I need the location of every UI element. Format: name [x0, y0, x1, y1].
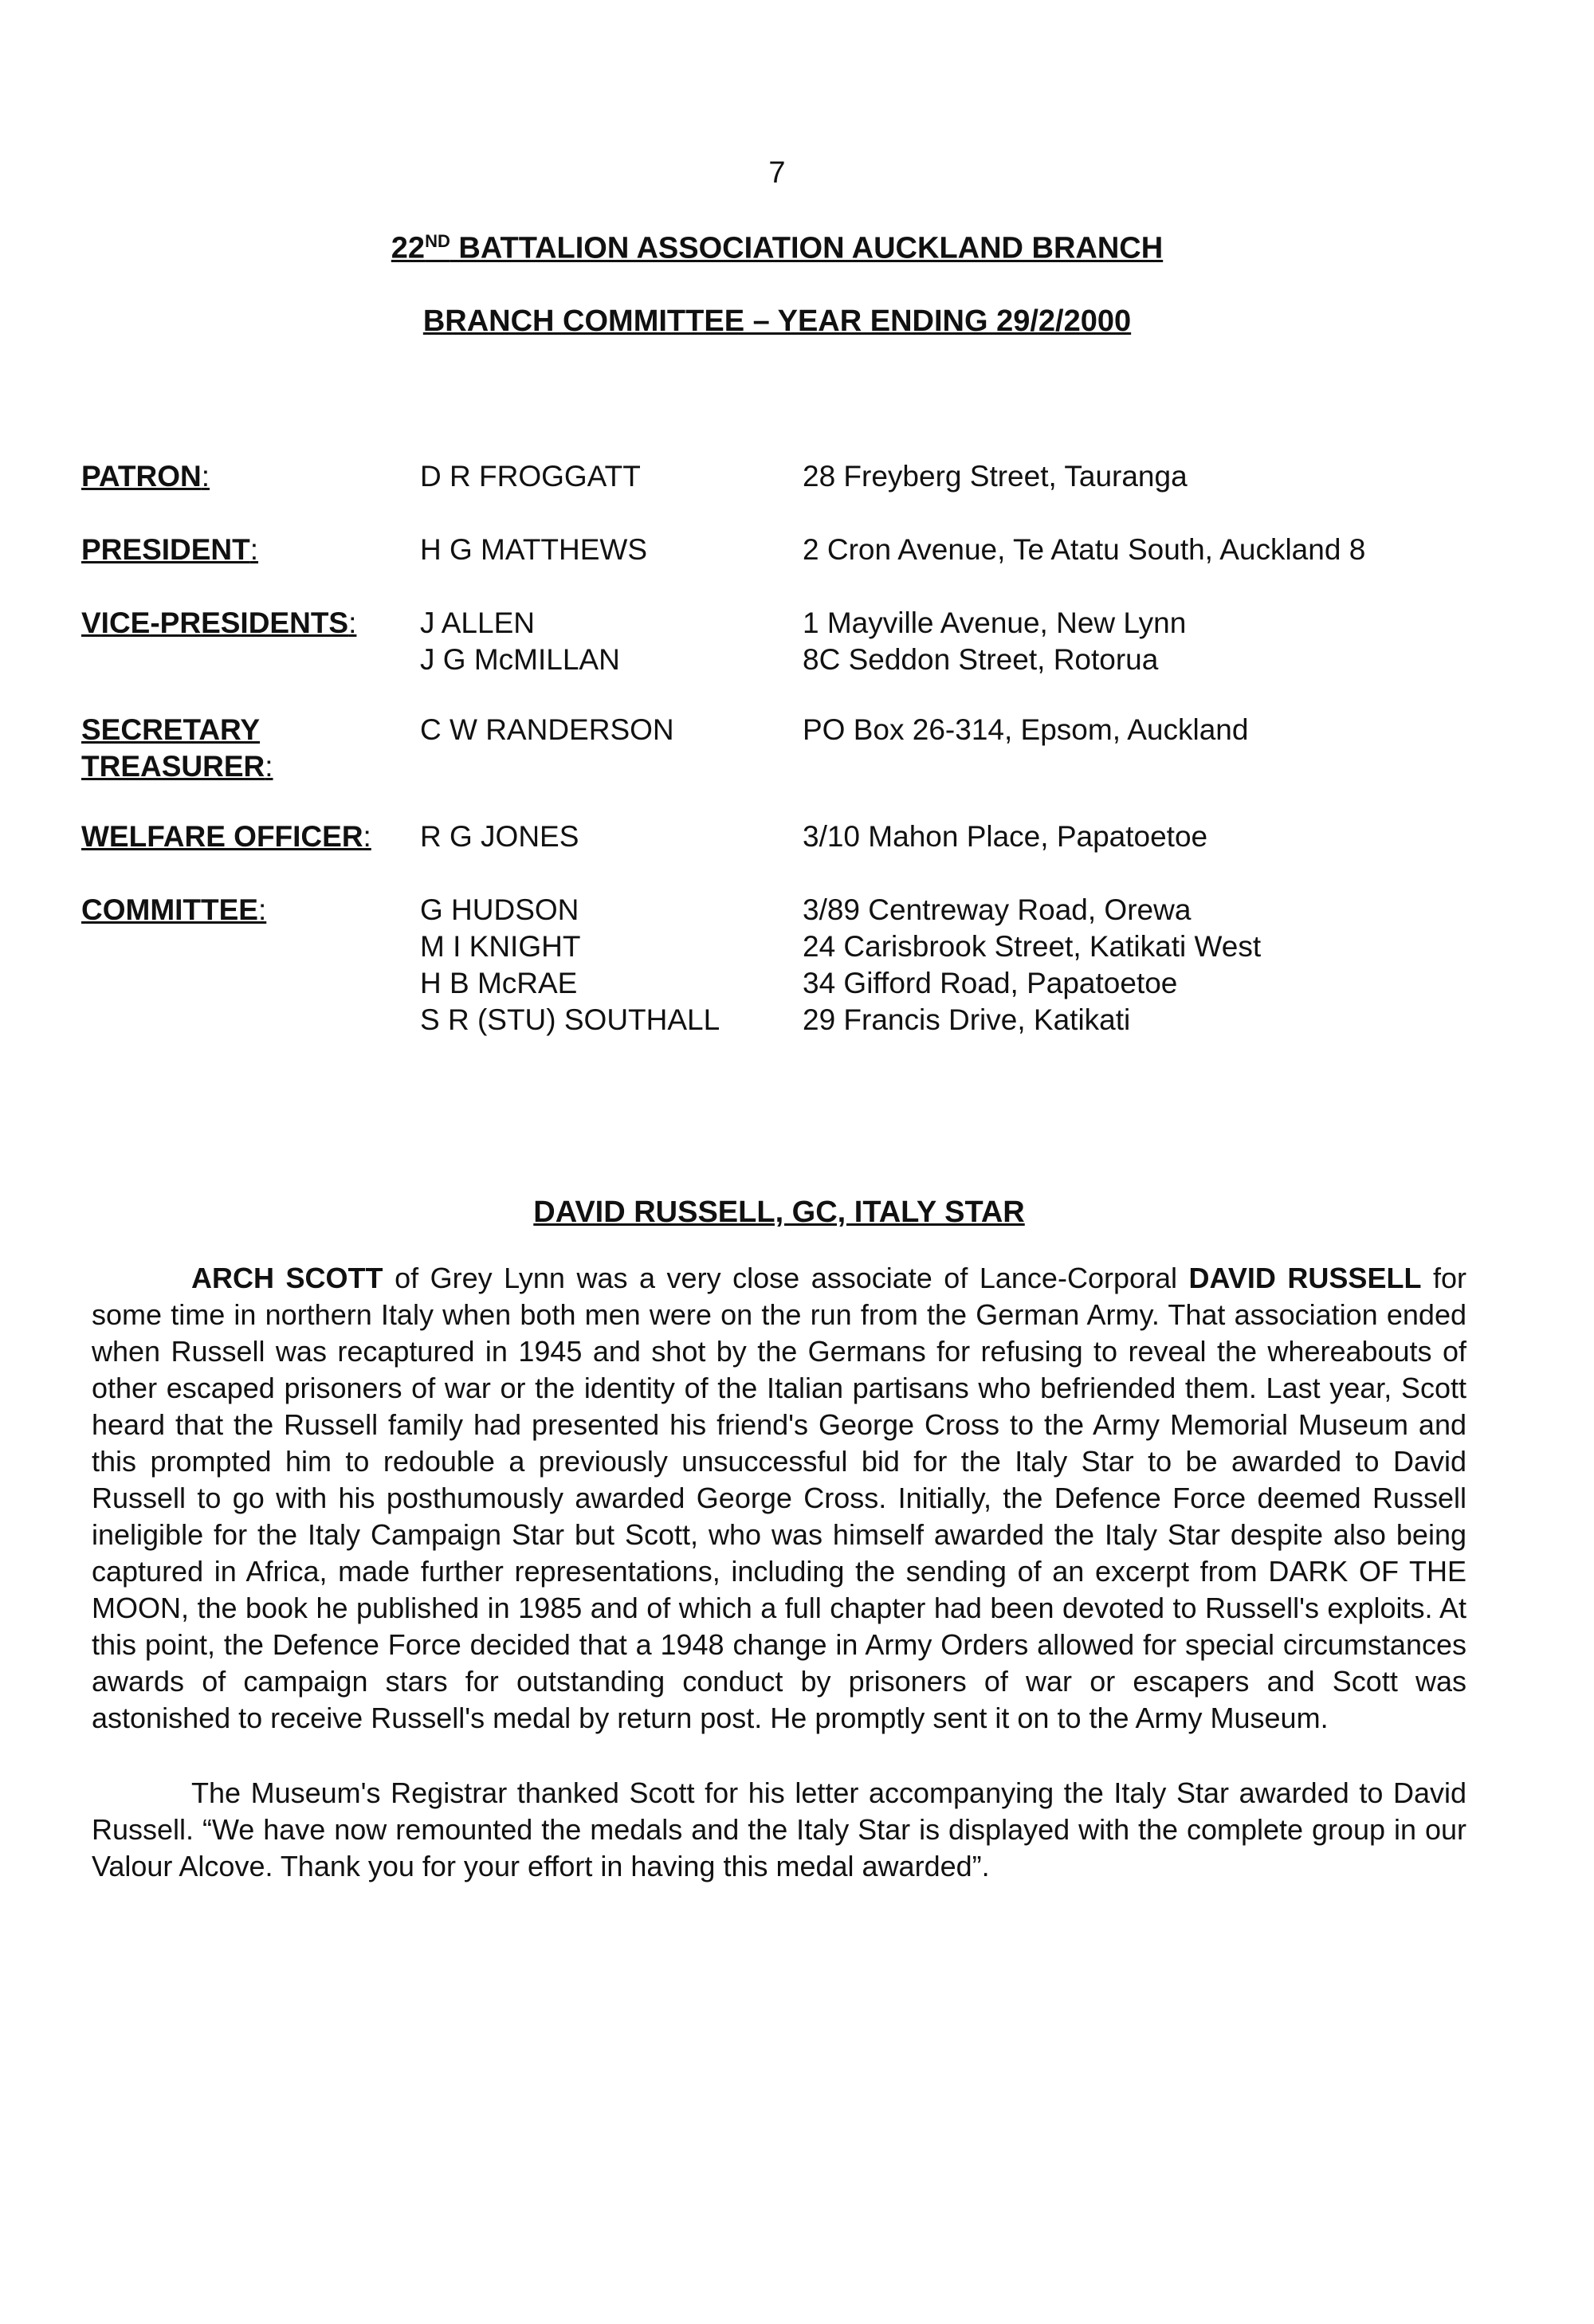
- role-label: WELFARE OFFICER:: [81, 820, 371, 853]
- member-addresses: [803, 712, 1452, 785]
- article-text: for some time in northern Italy when both men were on the run from the German Army. That association ended when Russell was recaptured in 1945 and shot by the Germans for refusing to reveal the whereabouts of other escaped prisoners of war or the identity of the Italian partisans who befriended them. Last year, Scott heard that the Russell family had presented his friend's George Cross to the Army Memorial Museum and this prompted him to redouble a previously unsuccessful bid for the Italy Star to be awarded to David Russell to go with his posthumously awarded George Cross. Initially, the Defence Force deemed Russell ineligible for the Italy Campaign Star but Scott, who was himself awarded the Italy Star despite also being captured in Africa, made further representations, including the sending of an excerpt from DARK OF THE MOON, the book he published in 1985 and of which a full chapter had been devoted to Russell's exploits. At this point, the Defence Force decided that a 1948 change in Army Orders allowed for special circumstances awards of campaign stars for outstanding conduct by prisoners of war or escapers and Scott was astonished to receive Russell's medal by return post. He promptly sent it on to the Army Museum.: [92, 1262, 1466, 1734]
- member-address: 29 Francis Drive, Katikati: [803, 1003, 1131, 1036]
- role-label: VICE-PRESIDENTS:: [81, 607, 357, 639]
- committee-row-secretary-treasurer: [81, 712, 1452, 785]
- association-heading: [0, 231, 1554, 266]
- member-address: 3/10 Mahon Place, Papatoetoe: [803, 820, 1208, 853]
- member-name: G HUDSON: [420, 893, 579, 926]
- committee-heading: BRANCH COMMITTEE – YEAR ENDING 29/2/2000: [422, 304, 1132, 338]
- article-text: of Grey Lynn was a very close associate of Lance-Corporal: [383, 1262, 1189, 1294]
- member-names: [420, 458, 803, 495]
- member-address: 2 Cron Avenue, Te Atatu South, Auckland 8: [803, 533, 1366, 566]
- role-text: SECRETARY: [81, 713, 261, 746]
- member-addresses: [803, 458, 1452, 495]
- role-label: PRESIDENT:: [81, 533, 259, 566]
- member-address: PO Box 26-314, Epsom, Auckland: [803, 713, 1249, 746]
- role-text-line2: TREASURER:: [81, 750, 273, 783]
- role-label: [81, 712, 420, 785]
- member-name: J ALLEN: [420, 607, 535, 639]
- page-number: 7: [768, 156, 786, 190]
- member-address: 28 Freyberg Street, Tauranga: [803, 460, 1188, 493]
- committee-list: [81, 458, 1452, 1038]
- member-address: 3/89 Centreway Road, Orewa: [803, 893, 1192, 926]
- article-subject-name: DAVID RUSSELL: [1188, 1262, 1422, 1294]
- member-name: J G McMILLAN: [420, 643, 620, 676]
- article-paragraph-1: [92, 1260, 1466, 1737]
- member-name: C W RANDERSON: [420, 713, 674, 746]
- committee-row-members: [81, 892, 1452, 1038]
- role-text: VICE-PRESIDENTS: [81, 607, 349, 639]
- member-name: H G MATTHEWS: [420, 533, 648, 566]
- member-addresses: [803, 892, 1452, 1038]
- article: [92, 1195, 1466, 1885]
- article-lead-name: ARCH SCOTT: [191, 1262, 383, 1294]
- member-names: [420, 819, 803, 855]
- role-text: WELFARE OFFICER: [81, 820, 363, 853]
- member-name: S R (STU) SOUTHALL: [420, 1003, 720, 1036]
- member-name: H B McRAE: [420, 967, 578, 999]
- member-name: M I KNIGHT: [420, 930, 581, 963]
- role-label: PATRON:: [81, 460, 210, 493]
- member-names: [420, 532, 803, 568]
- member-address: 34 Gifford Road, Papatoetoe: [803, 967, 1178, 999]
- article-title: DAVID RUSSELL, GC, ITALY STAR: [533, 1195, 1025, 1229]
- member-name: D R FROGGATT: [420, 460, 641, 493]
- member-address: 8C Seddon Street, Rotorua: [803, 643, 1159, 676]
- committee-row-welfare-officer: [81, 819, 1452, 855]
- member-names: [420, 712, 803, 785]
- role-text: PATRON: [81, 460, 202, 493]
- committee-row-patron: [81, 458, 1452, 495]
- member-addresses: [803, 532, 1452, 568]
- member-address: 1 Mayville Avenue, New Lynn: [803, 607, 1187, 639]
- member-names: [420, 892, 803, 1038]
- member-addresses: [803, 605, 1452, 678]
- association-name: BATTALION ASSOCIATION AUCKLAND BRANCH: [450, 231, 1164, 265]
- member-names: [420, 605, 803, 678]
- article-paragraph-2: The Museum's Registrar thanked Scott for his letter accompanying the Italy Star awarded to David Russell. “We have now remounted the medals and the Italy Star is displayed with the complete group in our Valour Alcove. Thank you for your effort in having this medal awarded”.: [92, 1776, 1466, 1882]
- role-text: PRESIDENT: [81, 533, 250, 566]
- member-name: R G JONES: [420, 820, 579, 853]
- member-addresses: [803, 819, 1452, 855]
- role-text: COMMITTEE: [81, 893, 258, 926]
- association-number: 22: [391, 231, 426, 265]
- role-label: COMMITTEE:: [81, 893, 267, 926]
- association-ordinal: ND: [425, 231, 450, 251]
- committee-row-vice-presidents: [81, 605, 1452, 678]
- member-address: 24 Carisbrook Street, Katikati West: [803, 930, 1262, 963]
- committee-row-president: [81, 532, 1452, 568]
